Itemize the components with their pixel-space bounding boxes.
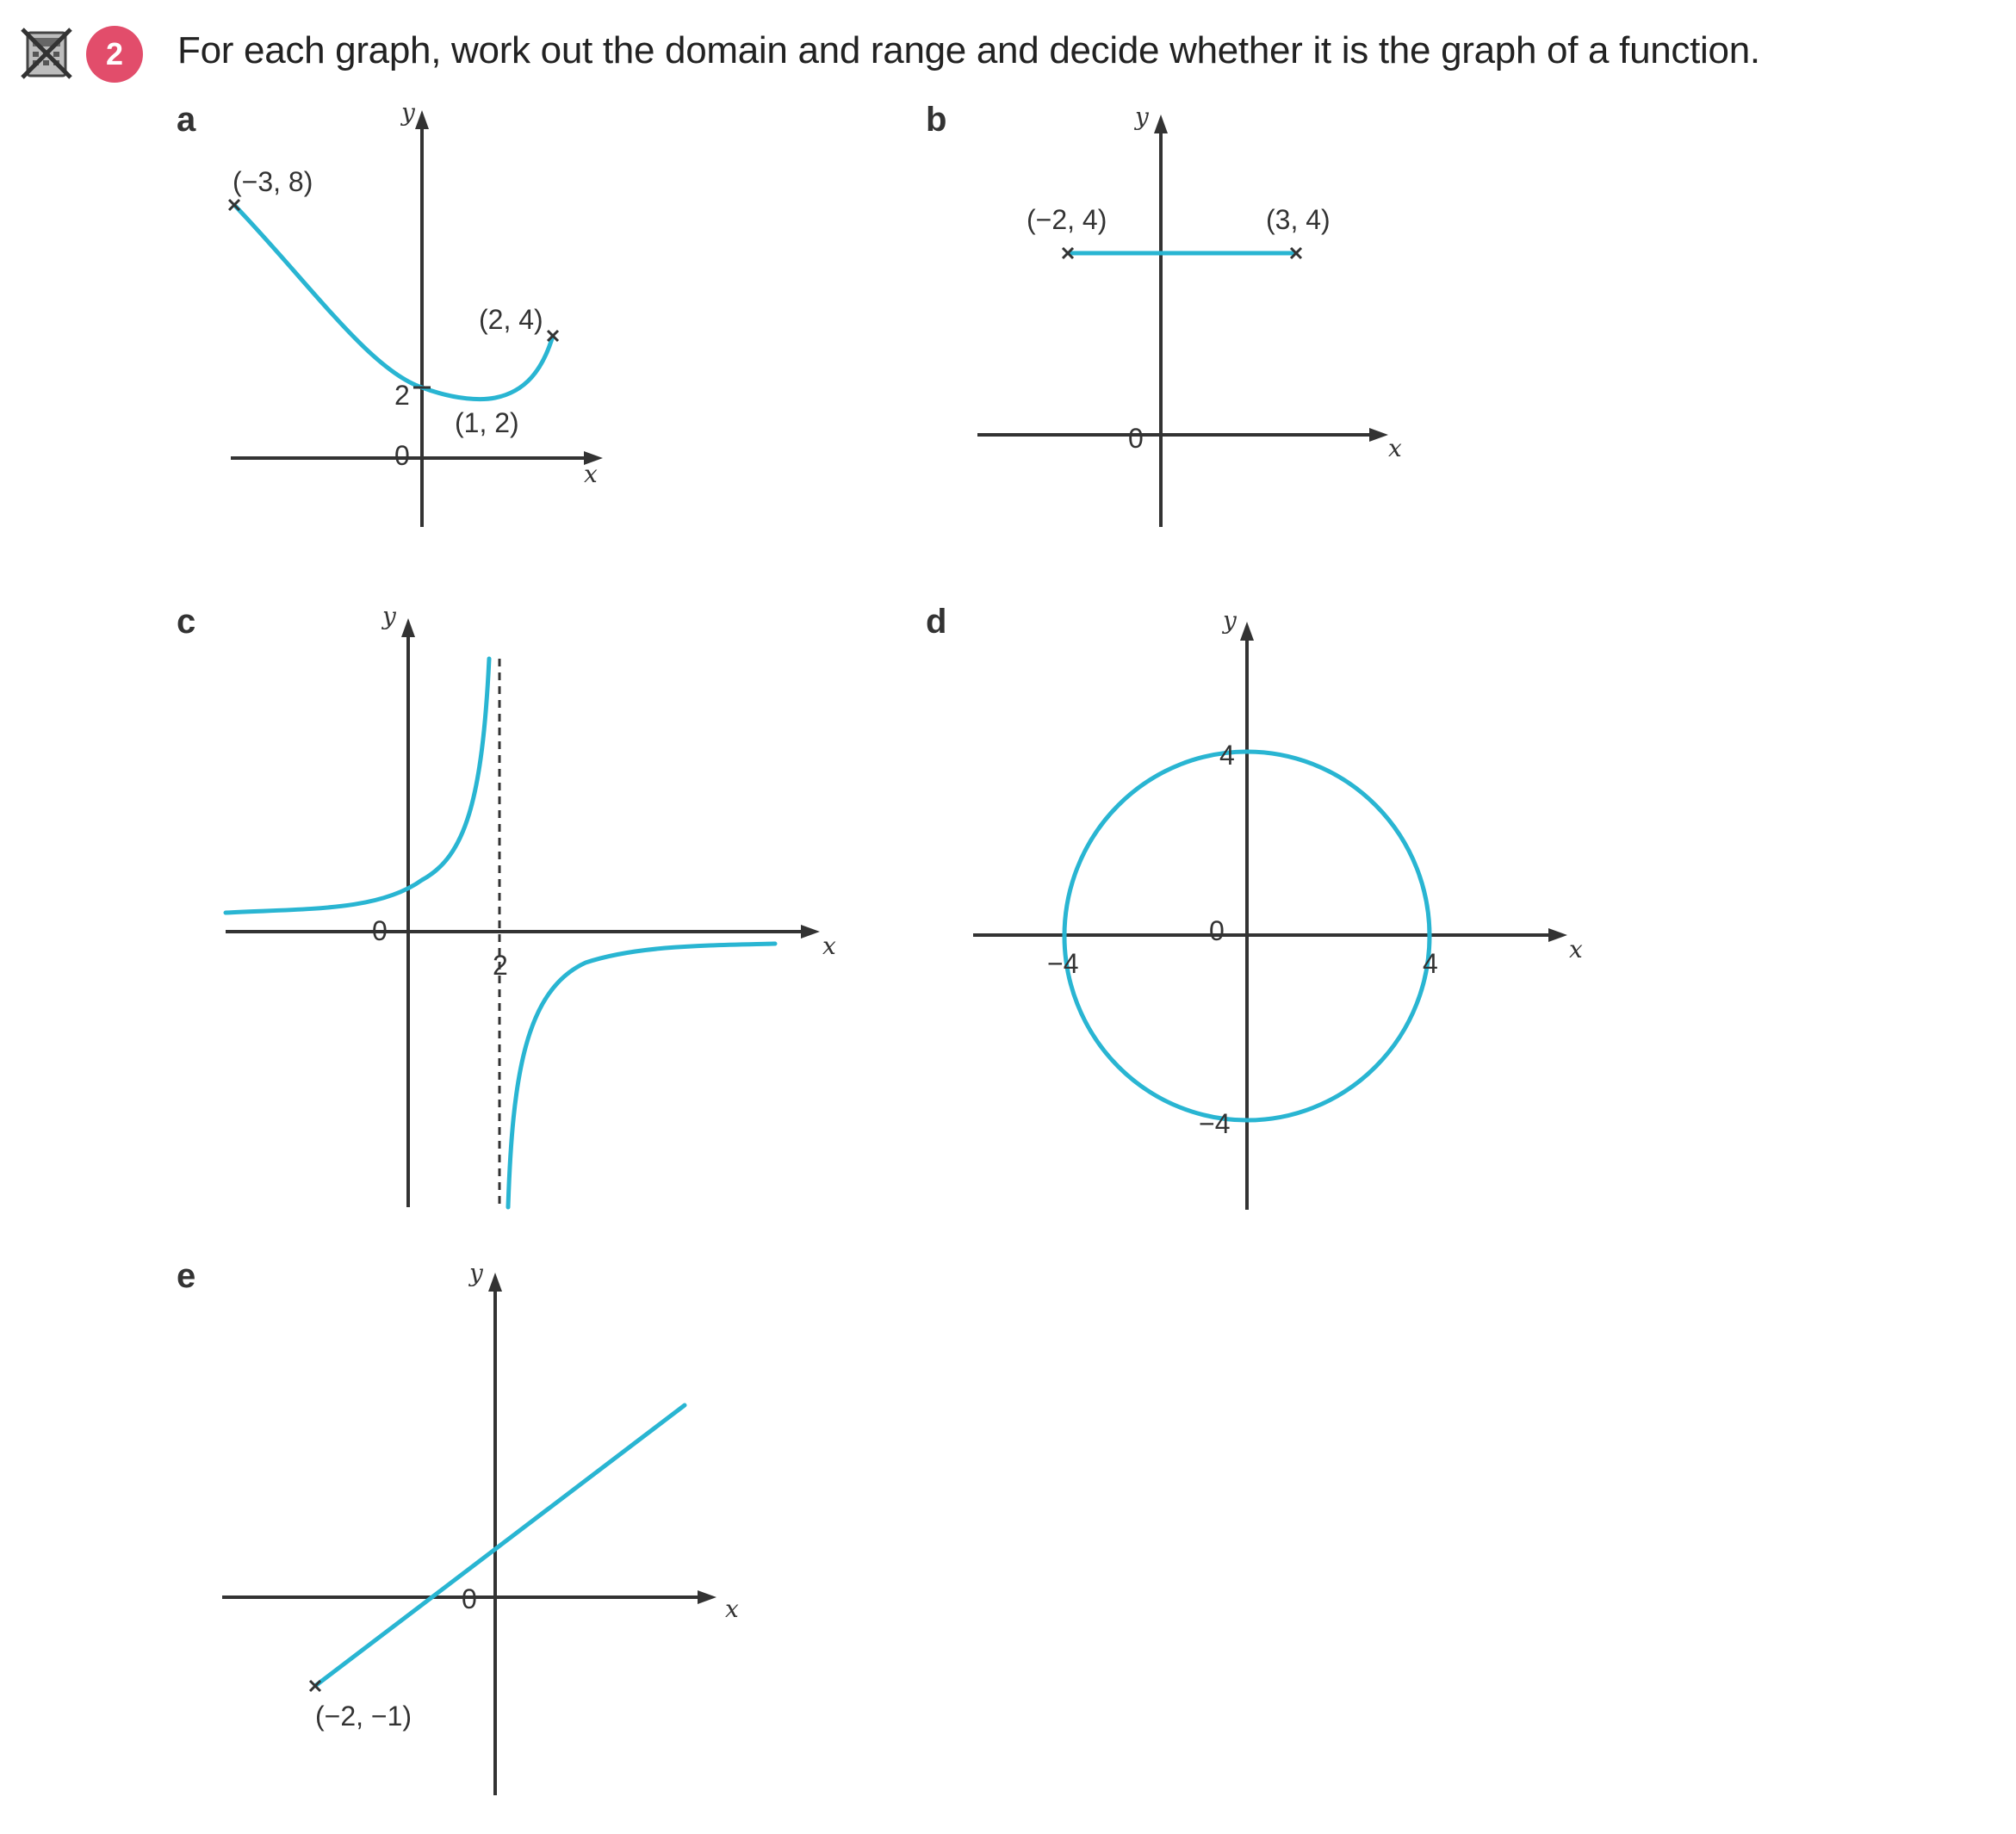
graph-e-y-label: y xyxy=(469,1259,483,1287)
graph-c-right-branch xyxy=(508,944,775,1207)
graph-d-x-neg-label: −4 xyxy=(1047,948,1079,979)
graph-d-origin-label: 0 xyxy=(1209,915,1225,946)
graph-d-y-pos-label: 4 xyxy=(1219,740,1235,771)
graph-e-origin-label: 0 xyxy=(462,1583,477,1614)
graph-c-left-branch xyxy=(226,659,489,913)
graph-c-origin-label: 0 xyxy=(372,915,388,946)
graph-a-point-right: (2, 4) xyxy=(479,304,543,335)
graph-e-x-arrow xyxy=(698,1590,716,1604)
graph-a-curve xyxy=(234,205,553,400)
graph-d-x-arrow xyxy=(1548,928,1567,942)
graph-b-origin-label: 0 xyxy=(1128,423,1144,454)
graph-e-line xyxy=(315,1405,685,1686)
graph-b xyxy=(926,101,1402,527)
graph-c-label: c xyxy=(177,603,196,641)
graph-e-x-label: x xyxy=(725,1595,739,1623)
graph-b-label: b xyxy=(926,101,947,139)
graph-d xyxy=(926,603,1583,1210)
graph-b-y-label: y xyxy=(1135,102,1149,131)
graph-b-point-right: (3, 4) xyxy=(1266,204,1331,235)
graph-d-y-neg-label: −4 xyxy=(1199,1108,1231,1139)
graph-b-point-left: (−2, 4) xyxy=(1027,204,1107,235)
graph-a-origin-label: 0 xyxy=(394,440,410,471)
graph-b-y-arrow xyxy=(1154,115,1168,133)
graph-e-y-arrow xyxy=(488,1273,502,1292)
graph-c xyxy=(177,602,836,1207)
graph-b-x-arrow xyxy=(1369,428,1388,442)
graph-d-label: d xyxy=(926,603,947,641)
question-number-badge: 2 xyxy=(86,26,143,83)
graph-a xyxy=(177,98,603,527)
graph-c-x-label: x xyxy=(822,932,836,960)
graph-e-label: e xyxy=(177,1257,196,1295)
graph-d-x-label: x xyxy=(1569,935,1583,963)
graph-c-y-label: y xyxy=(382,602,396,630)
graph-d-y-label: y xyxy=(1223,606,1237,635)
graph-e xyxy=(177,1257,739,1795)
question-text: For each graph, work out the domain and range and decide whether it is the graph of a function. xyxy=(177,29,1760,71)
graph-a-y-label: y xyxy=(401,98,415,127)
graph-a-y-intercept: 2 xyxy=(394,380,410,411)
graph-a-point-min: (1, 2) xyxy=(455,407,519,438)
graph-a-x-label: x xyxy=(584,460,598,488)
graph-c-y-arrow xyxy=(401,618,415,637)
graph-a-label: a xyxy=(177,101,196,139)
graph-c-asymptote-label: 2 xyxy=(493,950,508,981)
graph-a-point-left: (−3, 8) xyxy=(233,166,313,197)
graph-b-x-label: x xyxy=(1388,434,1402,462)
graph-d-y-arrow xyxy=(1240,622,1254,641)
graph-e-point-end: (−2, −1) xyxy=(315,1701,413,1732)
graph-c-x-arrow xyxy=(801,925,820,939)
graph-a-y-arrow xyxy=(415,110,429,129)
graph-d-x-pos-label: 4 xyxy=(1423,948,1438,979)
